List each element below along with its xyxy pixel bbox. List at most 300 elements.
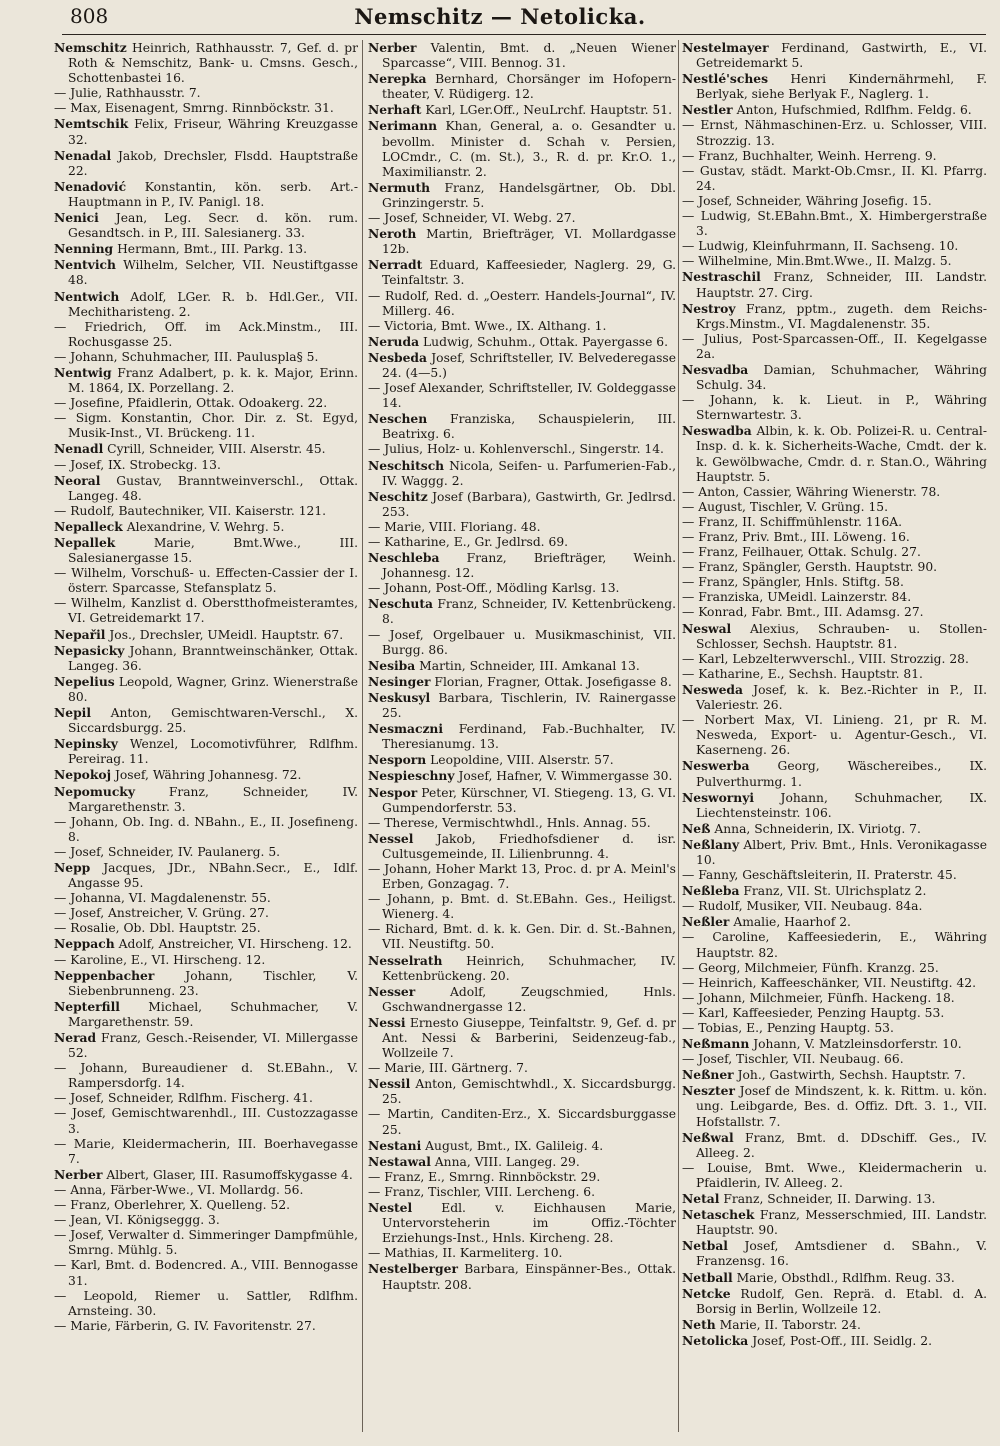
entry-details: — Johann, Hoher Markt 13, Proc. d. pr A. Meinl's Erben, Gonzagag. 7. <box>368 861 676 892</box>
directory-entry <box>54 1106 358 1136</box>
entry-details: — Marie, III. Gärtnerg. 7. <box>368 1061 528 1076</box>
directory-entry <box>682 71 987 102</box>
entry-surname: Nepelius <box>54 673 115 689</box>
directory-entry <box>682 301 987 332</box>
directory-entry <box>682 332 987 362</box>
entry-details: — Josef, Orgelbauer u. Musikmaschinist, VII. Burgg. 86. <box>368 627 676 657</box>
directory-entry <box>682 362 987 393</box>
directory-entry <box>682 515 987 530</box>
directory-entry <box>682 239 987 254</box>
directory-entry <box>368 118 676 179</box>
directory-entry <box>682 575 987 590</box>
directory-entry <box>54 815 358 845</box>
directory-entry <box>54 860 358 891</box>
entry-details: Franz, pptm., zugeth. dem Reichs-Krgs.Minstm., VI. Magdalenenstr. 35. <box>696 301 987 331</box>
entry-surname: Nespieschny <box>368 768 455 784</box>
entry-details: Alexius, Schrauben- u. Stollen-Schlosser, Sechsh. Hauptstr. 81. <box>696 621 987 651</box>
entry-surname: Netbal <box>682 1238 728 1254</box>
directory-entry <box>368 831 676 862</box>
entry-surname: Nestelberger <box>368 1261 458 1277</box>
entry-details: Heinrich, Rathhausstr. 7, Gef. d. pr Roth & Nemschitz, Bank- u. Cmsns. Gesch., Schottenbastei 16. <box>68 41 358 86</box>
entry-surname: Neschitz <box>368 488 428 504</box>
directory-entry <box>368 257 676 288</box>
entry-details: — Richard, Bmt. d. k. k. Gen. Dir. d. St.-Bahnen, VII. Neustiftg. 50. <box>368 922 676 952</box>
entry-details: Ludwig, Schuhm., Ottak. Payergasse 6. <box>422 334 669 349</box>
directory-entry <box>54 411 358 441</box>
entry-details: Bernhard, Chorsänger im Hofopern-theater, V. Rüdigerg. 12. <box>382 72 676 102</box>
entry-details: Anton, Gemischtwhdl., X. Siccardsburgg. 25. <box>382 1077 676 1107</box>
entry-surname: Nesinger <box>368 673 431 689</box>
directory-entry <box>54 535 358 566</box>
entry-details: Franz, Schneider, III. Landstr. Hauptstr. 27. Cirg. <box>696 270 987 300</box>
directory-entry <box>54 736 358 767</box>
entry-details: — Katharine, E., Gr. Jedlrsd. 69. <box>368 535 569 549</box>
entry-surname: Nesmaczni <box>368 721 444 737</box>
entry-details: Franz, Gesch.-Reisender, VI. Millergasse 52. <box>68 1031 358 1061</box>
entry-details: Barbara, Tischlerin, IV. Rainergasse 25. <box>382 690 676 721</box>
directory-entry <box>54 289 358 320</box>
directory-entry <box>54 1228 358 1258</box>
directory-entry <box>368 71 676 102</box>
entry-surname: Netcke <box>682 1285 731 1301</box>
directory-entry <box>54 953 358 968</box>
entry-details: Martin, Briefträger, VI. Mollardgasse 12b. <box>382 227 676 257</box>
directory-entry <box>54 116 358 147</box>
entry-details: — Wilhelm, Kanzlist d. Oberstthofmeisteramtes, VI. Getreidemarkt 17. <box>54 596 358 626</box>
entry-surname: Neßlany <box>682 836 740 852</box>
entry-surname: Nerber <box>368 40 417 55</box>
entry-details: Konstantin, kön. serb. Art.-Hauptmann in P., IV. Panigl. 18. <box>68 179 358 209</box>
directory-entry <box>682 209 987 239</box>
directory-entry <box>368 334 676 350</box>
entry-details: — Mathias, II. Karmeliterg. 10. <box>368 1246 563 1261</box>
directory-entry <box>368 892 676 922</box>
directory-entry <box>682 545 987 560</box>
entry-details: — Wilhelmine, Min.Bmt.Wwe., II. Malzg. 5. <box>682 254 952 269</box>
directory-entry <box>682 837 987 868</box>
directory-entry <box>368 984 676 1015</box>
entry-surname: Nenici <box>54 210 99 226</box>
entry-details: Jean, Leg. Secr. d. kön. rum. Gesandtsch. in P., III. Salesianerg. 33. <box>68 211 358 241</box>
directory-entry <box>682 914 987 930</box>
entry-surname: Neßner <box>682 1067 734 1083</box>
entry-surname: Netball <box>682 1269 733 1285</box>
directory-entry <box>54 441 358 457</box>
entry-surname: Nestelmayer <box>682 40 769 55</box>
entry-surname: Neschuta <box>368 596 434 612</box>
entry-surname: Neswal <box>682 620 732 636</box>
entry-details: Wenzel, Locomotivführer, Rdlfhm. Pereirag. 11. <box>68 737 358 767</box>
entry-details: — Josef, Schneider, VI. Webg. 27. <box>368 211 576 226</box>
directory-entry <box>54 148 358 179</box>
entry-details: Marie, Obsthdl., Rdlfhm. Reug. 33. <box>736 1270 955 1285</box>
entry-details: — Norbert Max, VI. Linieng. 21, pr R. M. Nesweda, Export- u. Agentur-Gesch., VI. Kaserneng. 26. <box>682 713 987 758</box>
entry-details: Franz, Schneider, II. Darwing. 13. <box>723 1192 936 1207</box>
directory-entry <box>54 1198 358 1213</box>
entry-details: — Franz, II. Schiffmühlenstr. 116A. <box>682 514 903 529</box>
directory-entry <box>368 674 676 690</box>
directory-entry <box>368 1107 676 1137</box>
directory-entry <box>368 226 676 257</box>
entry-details: — Georg, Milchmeier, Fünfh. Kranzg. 25. <box>682 960 939 975</box>
entry-details: — Josef, Anstreicher, V. Grüng. 27. <box>54 906 269 921</box>
entry-details: — Katharine, E., Sechsh. Hauptstr. 81. <box>682 666 923 681</box>
entry-details: Khan, General, a. o. Gesandter u. bevollm. Minister d. Schah v. Persien, LOCmdr., C. (m. St.), 3., R. d. pr. Kr.O. 1., Maximilianstr. 2. <box>382 119 676 179</box>
entry-details: Damian, Schuhmacher, Währing Schulg. 34. <box>696 362 987 393</box>
entry-surname: Nepalleck <box>54 518 123 534</box>
entry-details: Hermann, Bmt., III. Parkg. 13. <box>117 242 307 257</box>
entry-details: Josef (Barbara), Gastwirth, Gr. Jedlrsd. 253. <box>382 489 676 519</box>
entry-details: Valentin, Bmt. d. „Neuen Wiener Sparcasse“, VIII. Bennog. 31. <box>382 41 676 71</box>
directory-entry <box>682 164 987 194</box>
entry-surname: Nesweda <box>682 681 743 697</box>
entry-surname: Nesselrath <box>368 952 443 968</box>
entry-surname: Neroth <box>368 226 417 242</box>
entry-details: Albert, Glaser, III. Rasumoffskygasse 4. <box>106 1167 353 1182</box>
entry-surname: Neswadba <box>682 423 752 439</box>
directory-entry <box>368 752 676 768</box>
entry-details: — Tobias, E., Penzing Hauptg. 53. <box>682 1021 894 1035</box>
directory-entry <box>368 1261 676 1292</box>
directory-entry <box>54 241 358 257</box>
entry-details: Josef, Schriftsteller, IV. Belvederegasse 24. (4—5.) <box>382 350 676 380</box>
entry-details: Franz, Bmt. d. DDschiff. Ges., IV. Alleeg. 2. <box>696 1130 987 1160</box>
directory-entry <box>682 1286 987 1317</box>
entry-details: Michael, Schuhmacher, V. Margarethenstr. 59. <box>68 999 358 1029</box>
directory-entry <box>54 350 358 365</box>
entry-surname: Neß <box>682 820 711 836</box>
entry-surname: Netolicka <box>682 1332 749 1348</box>
entry-details: — Karl, Kaffeesieder, Penzing Hauptg. 53. <box>682 1005 945 1020</box>
directory-entry <box>368 1138 676 1154</box>
entry-details: — Gustav, städt. Markt-Ob.Cmsr., II. Kl. Pfarrg. 24. <box>682 163 987 193</box>
entry-details: — Franz, Feilhauer, Ottak. Schulg. 27. <box>682 545 921 560</box>
entry-surname: Nerradt <box>368 257 423 273</box>
directory-entry <box>682 530 987 545</box>
entry-details: — Johann, k. k. Lieut. in P., Währing Sternwartestr. 3. <box>682 393 987 423</box>
entry-surname: Nerad <box>54 1030 97 1045</box>
entry-surname: Neswerba <box>682 758 750 774</box>
directory-entry <box>682 790 987 821</box>
entry-surname: Neswornyi <box>682 789 755 805</box>
directory-entry <box>368 102 676 118</box>
entry-surname: Nestraschil <box>682 269 761 285</box>
entry-surname: Nepp <box>54 859 91 875</box>
directory-entry <box>54 519 358 535</box>
entry-details: — Franz, Spängler, Gersth. Hauptstr. 90. <box>682 560 938 575</box>
directory-entry <box>54 705 358 736</box>
directory-entry <box>682 40 987 71</box>
entry-surname: Nepil <box>54 705 92 721</box>
directory-entry <box>682 821 987 837</box>
entry-surname: Nepasicky <box>54 642 125 658</box>
entry-details: — Marie, VIII. Floriang. 48. <box>368 519 541 534</box>
directory-entry <box>54 396 358 411</box>
entry-details: — Ernst, Nähmaschinen-Erz. u. Schlosser, VIII. Strozzig. 13. <box>682 118 987 148</box>
entry-details: Albin, k. k. Ob. Polizei-R. u. Central-Insp. d. k. k. Sicherheits-Wache, Cmdt. der k. k. Gewölbwache, Cmdr. d. r. Stan.O., Währing Hauptstr. 5. <box>696 424 987 484</box>
entry-details: Anna, VIII. Langeg. 29. <box>434 1154 580 1169</box>
directory-entry <box>368 550 676 581</box>
entry-surname: Nesbeda <box>368 349 427 365</box>
entry-details: Rudolf, Gen. Reprä. d. Etabl. d. A. Borsig in Berlin, Wollzeile 12. <box>696 1286 987 1316</box>
entry-details: Ferdinand, Fab.-Buchhalter, IV. Theresianumg. 13. <box>382 722 676 752</box>
entry-details: — Josef, Verwalter d. Simmeringer Dampfmühle, Smrng. Mühlg. 5. <box>54 1228 358 1258</box>
directory-entry <box>54 1167 358 1183</box>
directory-entry <box>368 1200 676 1246</box>
directory-entry <box>368 721 676 752</box>
entry-details: Franz, Briefträger, Weinh. Johannesg. 12. <box>382 551 676 581</box>
directory-entry <box>368 535 676 550</box>
entry-details: — Julius, Holz- u. Kohlenverschl., Singerstr. 14. <box>368 442 664 457</box>
directory-entry <box>368 1185 676 1200</box>
entry-surname: Nestani <box>368 1137 422 1153</box>
directory-entry <box>682 1052 987 1067</box>
directory-entry <box>54 999 358 1030</box>
directory-entry <box>54 1030 358 1061</box>
entry-details: Johann, V. Matzleinsdorferstr. 10. <box>753 1037 962 1052</box>
directory-entry <box>682 961 987 976</box>
directory-entry <box>682 1067 987 1083</box>
entry-details: Jos., Drechsler, UMeidl. Hauptstr. 67. <box>109 627 344 642</box>
directory-entry <box>682 1021 987 1036</box>
directory-entry <box>682 423 987 484</box>
entry-details: — Marie, Kleidermacherin, III. Boerhavegasse 7. <box>54 1136 358 1166</box>
entry-details: — Josef, IX. Strobeckg. 13. <box>54 457 221 472</box>
entry-details: Albert, Priv. Bmt., Hnls. Veronikagasse 10. <box>696 837 987 867</box>
directory-entry <box>682 194 987 209</box>
directory-entry <box>368 1154 676 1170</box>
entry-details: Ernesto Giuseppe, Teinfaltstr. 9, Gef. d. pr Ant. Nessi & Barberini, Seidenzeug-fab., Wollzeile 7. <box>382 1015 676 1061</box>
entry-details: Marie, Bmt.Wwe., III. Salesianergasse 15. <box>68 536 358 566</box>
entry-details: Anton, Gemischtwaren-Verschl., X. Siccardsburgg. 25. <box>68 706 358 736</box>
entry-details: Heinrich, Schuhmacher, IV. Kettenbrückeng. 20. <box>382 953 676 983</box>
directory-entry <box>368 1170 676 1185</box>
entry-details: — Wilhelm, Vorschuß- u. Effecten-Cassier der I. österr. Sparcasse, Stefansplatz 5. <box>54 566 358 596</box>
entry-details: — Josef, Tischler, VII. Neubaug. 66. <box>682 1052 904 1067</box>
entry-details: Peter, Kürschner, VI. Stiegeng. 13, G. VI. Gumpendorferstr. 53. <box>382 785 676 815</box>
directory-entry <box>368 180 676 211</box>
entry-details: Gustav, Branntweinverschl., Ottak. Langeg. 48. <box>68 473 358 503</box>
directory-entry <box>368 289 676 319</box>
entry-surname: Neßler <box>682 914 730 930</box>
directory-entry <box>682 991 987 1006</box>
entry-details: Leopold, Wagner, Grinz. Wienerstraße 80. <box>68 674 358 704</box>
entry-details: — Heinrich, Kaffeeschänker, VII. Neustiftg. 42. <box>682 975 977 990</box>
directory-entry <box>682 883 987 899</box>
directory-entry <box>682 1270 987 1286</box>
directory-entry <box>368 862 676 892</box>
directory-entry <box>368 768 676 784</box>
directory-entry <box>682 1238 987 1269</box>
entry-details: — Johann, Bureaudiener d. St.EBahn., V. Rampersdorfg. 14. <box>54 1061 358 1091</box>
entry-details: — Johann, Milchmeier, Fünfh. Hackeng. 18. <box>682 990 955 1005</box>
column-3 <box>682 40 987 1446</box>
entry-details: — Josef Alexander, Schriftsteller, IV. Goldeggasse 14. <box>368 381 676 411</box>
entry-details: — Friedrich, Off. im Ack.Minstm., III. Rochusgasse 25. <box>54 319 358 349</box>
entry-details: Amalie, Haarhof 2. <box>733 915 851 930</box>
entry-details: Martin, Schneider, III. Amkanal 13. <box>419 658 640 673</box>
directory-entry <box>368 1015 676 1061</box>
directory-entry <box>54 674 358 705</box>
directory-entry <box>682 1207 987 1238</box>
entry-surname: Nemschitz <box>54 40 127 55</box>
entry-details: Henri Kindernährmehl, F. Berlyak, siehe Berlyak F., Naglerg. 1. <box>696 72 987 102</box>
entry-details: — August, Tischler, V. Grüng. 15. <box>682 499 889 514</box>
directory-entry <box>368 785 676 816</box>
entry-details: — Rosalie, Ob. Dbl. Hauptstr. 25. <box>54 921 261 936</box>
directory-entry <box>54 365 358 396</box>
directory-entry <box>682 485 987 500</box>
entry-surname: Nenadal <box>54 147 112 163</box>
directory-entry <box>54 1061 358 1091</box>
entry-details: — Julius, Post-Sparcassen-Off., II. Kegelgasse 2a. <box>682 331 987 361</box>
directory-entry <box>54 643 358 674</box>
entry-details: — Leopold, Riemer u. Sattler, Rdlfhm. Arnsteing. 30. <box>54 1288 358 1318</box>
directory-entry <box>54 921 358 936</box>
entry-details: Wilhelm, Selcher, VII. Neustiftgasse 48. <box>68 258 358 288</box>
directory-entry <box>682 254 987 269</box>
entry-surname: Nepinsky <box>54 736 118 752</box>
entry-details: — Karl, Bmt. d. Bodencred. A., VIII. Bennogasse 31. <box>54 1258 358 1288</box>
entry-details: — Rudolf, Bautechniker, VII. Kaiserstr. 121. <box>54 503 327 518</box>
entry-surname: Neoral <box>54 472 101 488</box>
entry-details: — Johanna, VI. Magdalenenstr. 55. <box>54 891 271 906</box>
entry-details: — Max, Eisenagent, Smrng. Rinnböckstr. 31. <box>54 101 334 116</box>
directory-entry <box>682 149 987 164</box>
directory-entry <box>54 1091 358 1106</box>
entry-details: Josef, Währing Johannesg. 72. <box>114 768 302 783</box>
directory-entry <box>54 596 358 626</box>
column-divider <box>362 40 363 1432</box>
entry-details: Franz Adalbert, p. k. k. Major, Erinn. M. 1864, IX. Porzellang. 2. <box>68 365 358 396</box>
entry-surname: Nessel <box>368 830 414 846</box>
entry-details: — Louise, Bmt. Wwe., Kleidermacherin u. Pfaidlerin, IV. Alleeg. 2. <box>682 1160 987 1190</box>
entry-details: Jakob, Drechsler, Flsdd. Hauptstraße 22. <box>68 148 358 178</box>
entry-details: — Jean, VI. Königseggg. 3. <box>54 1213 220 1228</box>
entry-surname: Nessil <box>368 1076 411 1092</box>
directory-entry <box>368 40 676 71</box>
directory-entry <box>682 1036 987 1052</box>
entry-surname: Nerepka <box>368 71 427 87</box>
entry-surname: Nestroy <box>682 300 736 316</box>
entry-surname: Nenadl <box>54 441 104 457</box>
directory-entry <box>682 667 987 682</box>
entry-details: Karl, LGer.Off., NeuLrchf. Hauptstr. 51. <box>425 103 672 118</box>
entry-details: — Josefine, Pfaidlerin, Ottak. Odoakerg. 22. <box>54 396 328 411</box>
entry-details: Jakob, Friedhofsdiener d. isr. Cultusgemeinde, II. Lilienbrunng. 4. <box>382 831 676 861</box>
directory-entry <box>54 504 358 519</box>
entry-details: Marie, II. Taborstr. 24. <box>719 1317 861 1332</box>
entry-surname: Nesvadba <box>682 361 749 377</box>
directory-entry <box>682 682 987 713</box>
entry-surname: Neppach <box>54 936 115 952</box>
entry-surname: Neßwal <box>682 1129 734 1145</box>
directory-entry <box>54 210 358 241</box>
directory-entry <box>54 936 358 952</box>
entry-surname: Neßmann <box>682 1036 750 1052</box>
entry-details: Florian, Fragner, Ottak. Josefigasse 8. <box>434 674 672 689</box>
entry-details: Joh., Gastwirth, Sechsh. Hauptstr. 7. <box>737 1068 966 1083</box>
entry-surname: Nepokoj <box>54 767 112 783</box>
entry-details: Nicola, Seifen- u. Parfumerien-Fab., IV. Waggg. 2. <box>382 458 676 488</box>
column-2 <box>368 40 676 1446</box>
entry-details: Josef, Post-Off., III. Seidlg. 2. <box>752 1333 932 1348</box>
directory-entry <box>682 930 987 960</box>
entry-surname: Nentwig <box>54 364 112 380</box>
directory-entry <box>682 1006 987 1021</box>
entry-surname: Neruda <box>368 333 420 349</box>
entry-details: — Franz, Tischler, VIII. Lercheng. 6. <box>368 1184 595 1199</box>
entry-details: — Ludwig, Kleinfuhrmann, II. Sachseng. 10. <box>682 239 959 254</box>
entry-surname: Nepařil <box>54 626 106 642</box>
directory-entry <box>368 816 676 831</box>
directory-entry <box>54 1319 358 1334</box>
entry-surname: Nerimann <box>368 118 438 134</box>
directory-entry <box>682 1317 987 1333</box>
entry-surname: Nestel <box>368 1200 413 1216</box>
directory-entry <box>368 1246 676 1261</box>
entry-details: — Karoline, E., VI. Hirscheng. 12. <box>54 952 266 967</box>
entry-details: Eduard, Kaffeesieder, Naglerg. 29, G. Teinfaltstr. 3. <box>382 258 676 288</box>
directory-entry <box>54 906 358 921</box>
directory-entry <box>54 767 358 783</box>
entry-surname: Nespor <box>368 784 418 800</box>
directory-entry <box>682 976 987 991</box>
directory-entry <box>368 1076 676 1107</box>
directory-entry <box>682 590 987 605</box>
directory-entry <box>368 1061 676 1076</box>
entry-details: Leopoldine, VIII. Alserstr. 57. <box>430 753 614 768</box>
entry-surname: Nerber <box>54 1166 103 1182</box>
directory-entry <box>54 845 358 860</box>
directory-entry <box>368 350 676 381</box>
directory-entry <box>368 442 676 457</box>
directory-entry <box>368 211 676 226</box>
entry-details: August, Bmt., IX. Galileig. 4. <box>425 1138 604 1153</box>
entry-details: — Rudolf, Red. d. „Oesterr. Handels-Journal“, IV. Millerg. 46. <box>368 288 676 318</box>
entry-details: Cyrill, Schneider, VIII. Alserstr. 45. <box>107 442 326 457</box>
entry-details: Franz, Schneider, IV. Margarethenstr. 3. <box>68 784 358 814</box>
entry-details: — Karl, Lebzelterwverschl., VIII. Strozzig. 28. <box>682 651 969 666</box>
entry-details: — Marie, Färberin, G. IV. Favoritenstr. 27. <box>54 1318 316 1333</box>
directory-entry <box>368 381 676 411</box>
entry-details: — Anton, Cassier, Währing Wienerstr. 78. <box>682 484 941 499</box>
directory-entry <box>682 868 987 883</box>
directory-entry <box>682 269 987 300</box>
directory-entry <box>54 320 358 350</box>
entry-surname: Neszter <box>682 1083 735 1099</box>
directory-entry <box>682 713 987 758</box>
entry-details: Franz, VII. St. Ulrichsplatz 2. <box>743 884 927 899</box>
entry-surname: Neth <box>682 1316 716 1332</box>
entry-surname: Nenning <box>54 241 114 257</box>
directory-entry <box>54 458 358 473</box>
directory-entry <box>682 758 987 789</box>
directory-entry <box>682 560 987 575</box>
directory-entry <box>682 899 987 914</box>
directory-entry <box>682 1161 987 1191</box>
entry-surname: Nemtschik <box>54 116 129 132</box>
entry-details: Adolf, Anstreicher, VI. Hirscheng. 12. <box>118 937 352 952</box>
entry-surname: Nesporn <box>368 752 427 768</box>
directory-entry <box>54 784 358 815</box>
directory-entry <box>368 581 676 596</box>
entry-details: — Josef, Schneider, IV. Paulanerg. 5. <box>54 844 281 859</box>
entry-surname: Neßleba <box>682 883 740 899</box>
entry-details: — Franz, E., Smrng. Rinnböckstr. 29. <box>368 1169 601 1184</box>
entry-details: — Franz, Buchhalter, Weinh. Herreng. 9. <box>682 148 937 163</box>
entry-details: Edl. v. Eichhausen Marie, Untervorsteherin im Offiz.-Töchter Erziehungs-Inst., Hnls. Kircheng. 28. <box>382 1201 676 1246</box>
